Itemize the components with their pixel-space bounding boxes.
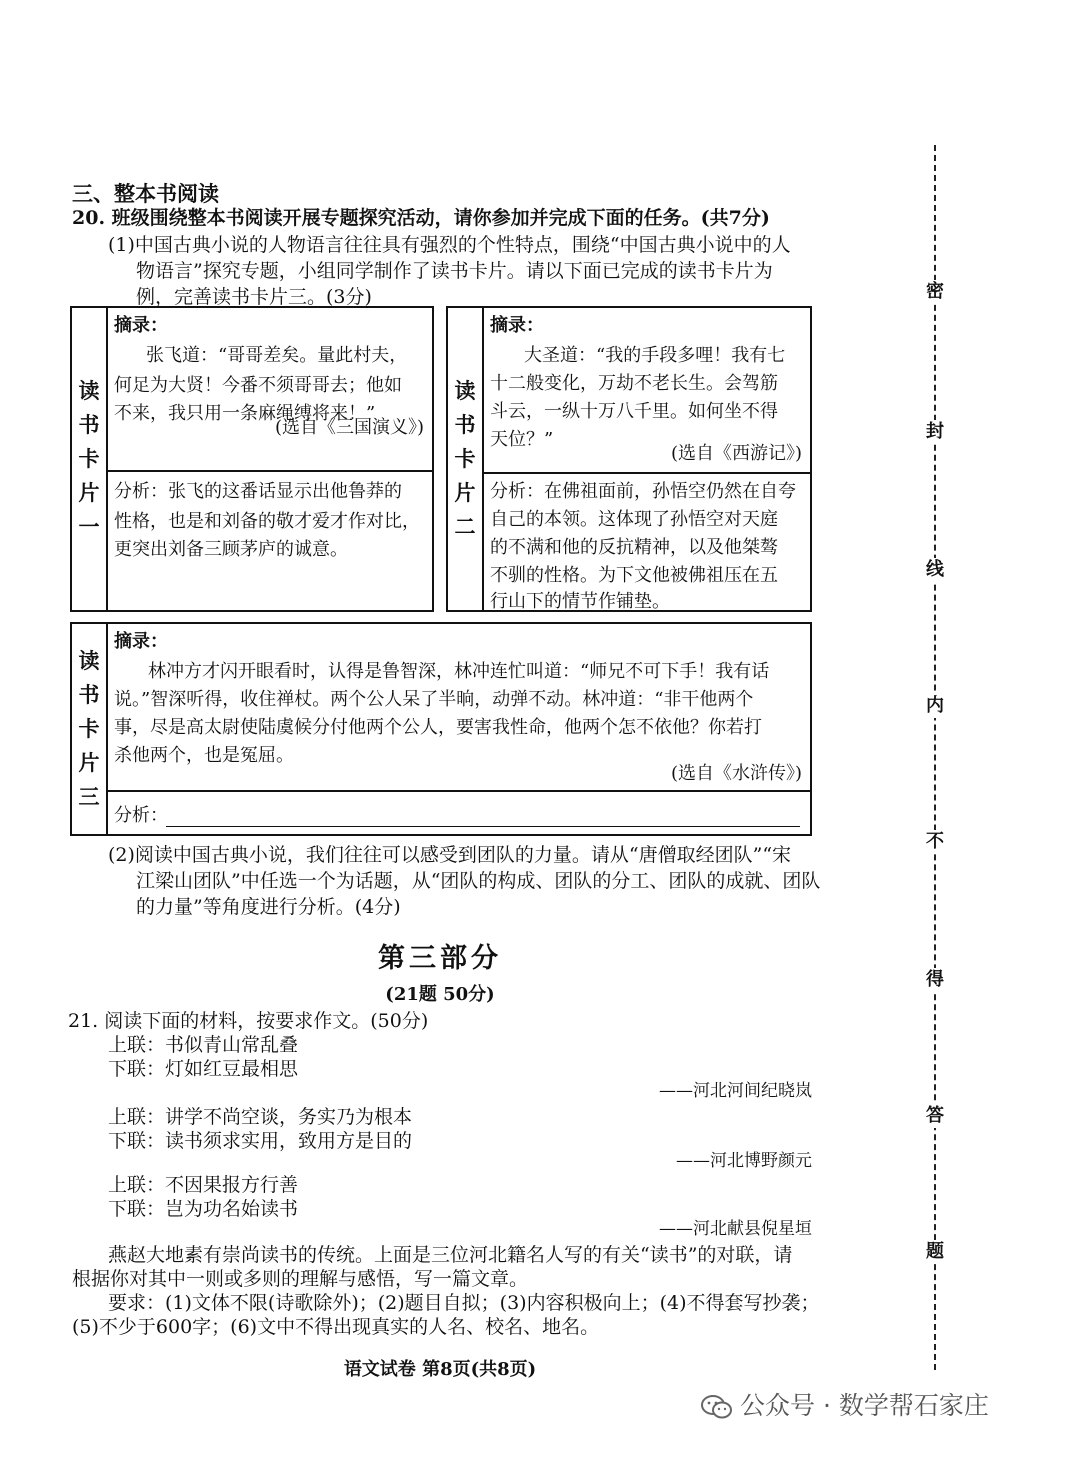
q21-requirements-line-1: 要求：(1)文体不限(诗歌除外)；(2)题目自拟；(3)内容积极向上；(4)不得套写抄袭；: [108, 1292, 820, 1314]
couplet-3-up: 上联：不因果报方行善: [108, 1174, 299, 1196]
card-3-analysis-answer-line[interactable]: [166, 826, 800, 827]
seal-char: 答: [922, 1104, 948, 1128]
card-2-source: (选自《西游记》): [670, 443, 802, 464]
card-1-analysis-line: 分析：张飞的这番话显示出他鲁莽的: [114, 481, 402, 502]
couplet-2-down: 下联：读书须求实用，致用方是目的: [108, 1130, 413, 1152]
seal-char: 内: [922, 694, 948, 718]
card-1-analysis-line: 性格，也是和刘备的敬才爱才作对比，: [114, 511, 420, 532]
part-three-title: 第三部分: [378, 943, 502, 974]
card-3-source: (选自《水浒传》): [670, 763, 802, 784]
reading-card-1: [70, 306, 434, 612]
card-1-analysis-line: 更突出刘备三顾茅庐的诚意。: [114, 539, 348, 560]
couplet-1-up: 上联：书似青山常乱叠: [108, 1034, 299, 1056]
seal-char: 线: [922, 558, 948, 582]
card-2-analysis-line: 自己的本领。这体现了孙悟空对天庭: [490, 509, 778, 530]
q20-stem: 20. 班级围绕整本书阅读开展专题探究活动，请你参加并完成下面的任务。(共7分): [72, 207, 770, 229]
seal-char: 不: [922, 830, 948, 854]
card-2-label: 读 书 卡 片 二: [448, 308, 484, 610]
seal-char: 得: [922, 968, 948, 992]
seal-char: 封: [922, 420, 948, 444]
q20-p2-line-2: 江梁山团队”中任选一个为话题，从“团队的构成、团队的分工、团队的成就、团队: [136, 870, 821, 892]
card-1-excerpt-line: 何足为大贤！今番不须哥哥去；他如: [114, 375, 402, 396]
card-2-analysis-line: 的不满和他的反抗精神，以及他桀骜: [490, 537, 778, 558]
reading-card-3: [70, 622, 812, 836]
seal-char: 题: [922, 1240, 948, 1264]
wechat-icon: [700, 1394, 734, 1420]
section-title: 三、整本书阅读: [72, 182, 219, 206]
part-three-subtitle: (21题 50分): [385, 984, 495, 1005]
card-3-label: 读 书 卡 片 三: [72, 624, 108, 834]
card-2-excerpt-line: 斗云，一纵十万八千里。如何坐不得: [490, 401, 778, 422]
card-2-analysis-line: 行山下的情节作铺垫。: [490, 591, 670, 612]
couplet-3-author: ——河北献县倪星垣: [659, 1219, 812, 1239]
card-3-excerpt-line: 杀他两个，也是冤屈。: [114, 745, 294, 766]
q20-p1-line-1: (1)中国古典小说的人物语言往往具有强烈的个性特点，围绕“中国古典小说中的人: [108, 234, 791, 256]
card-2-excerpt-title: 摘录：: [490, 315, 544, 336]
seal-dashed-line: [934, 145, 936, 1370]
q21-body-line-2: 根据你对其中一则或多则的理解与感悟，写一篇文章。: [72, 1268, 529, 1290]
card-1-excerpt-line: 不来，我只用一条麻绳缚将来！”: [114, 403, 376, 424]
card-3-excerpt-line: 林冲方才闪开眼看时，认得是鲁智深，林冲连忙叫道：“师兄不可下手！我有话: [148, 661, 770, 682]
couplet-2-author: ——河北博野颜元: [676, 1151, 812, 1171]
page-footer: 语文试卷 第8页(共8页): [343, 1359, 537, 1380]
couplet-3-down: 下联：岂为功名始读书: [108, 1198, 299, 1220]
q20-p2-line-3: 的力量”等角度进行分析。(4分): [136, 896, 401, 918]
card-1-excerpt-title: 摘录：: [114, 315, 168, 336]
card-1-source: (选自《三国演义》): [274, 417, 424, 438]
card-1-label: 读 书 卡 片 一: [72, 308, 108, 610]
reading-card-2: [446, 306, 812, 612]
card-2-analysis-line: 不驯的性格。为下文他被佛祖压在五: [490, 565, 778, 586]
watermark-text: 公众号 · 数学帮石家庄: [740, 1391, 989, 1420]
couplet-1-down: 下联：灯如红豆最相思: [108, 1058, 299, 1080]
couplet-1-author: ——河北河间纪晓岚: [659, 1081, 812, 1101]
watermark: [700, 1386, 989, 1422]
card-3-excerpt-line: 说。”智深听得，收住禅杖。两个公人呆了半晌，动弹不动。林冲道：“非干他两个: [114, 689, 754, 710]
card-3-excerpt-line: 事，尽是高太尉使陆虞候分付他两个公人，要害我性命，他两个怎不依他？你若打: [114, 717, 762, 738]
card-3-excerpt-title: 摘录：: [114, 631, 168, 652]
q20-p2-line-1: (2)阅读中国古典小说，我们往往可以感受到团队的力量。请从“唐僧取经团队”“宋: [108, 844, 792, 866]
seal-char: 密: [922, 280, 948, 304]
card-3-analysis-label: 分析：: [114, 805, 168, 826]
q20-p1-line-3: 例，完善读书卡片三。(3分): [136, 286, 372, 308]
card-1-excerpt-line: 张飞道：“哥哥差矣。量此村夫，: [146, 345, 408, 366]
card-2-excerpt-line: 天位？”: [490, 429, 554, 450]
q21-body-line-1: 燕赵大地素有崇尚读书的传统。上面是三位河北籍名人写的有关“读书”的对联，请: [108, 1244, 793, 1266]
q21-requirements-line-2: (5)不少于600字；(6)文中不得出现真实的人名、校名、地名。: [72, 1316, 600, 1338]
card-2-excerpt-line: 大圣道：“我的手段多哩！我有七: [524, 345, 786, 366]
q21-stem: 21. 阅读下面的材料，按要求作文。(50分): [68, 1010, 429, 1032]
couplet-2-up: 上联：讲学不尚空谈，务实乃为根本: [108, 1106, 413, 1128]
card-2-analysis-line: 分析：在佛祖面前，孙悟空仍然在自夸: [490, 481, 796, 502]
card-2-excerpt-line: 十二般变化，万劫不老长生。会驾筋: [490, 373, 778, 394]
q20-p1-line-2: 物语言”探究专题，小组同学制作了读书卡片。请以下面已完成的读书卡片为: [136, 260, 773, 282]
